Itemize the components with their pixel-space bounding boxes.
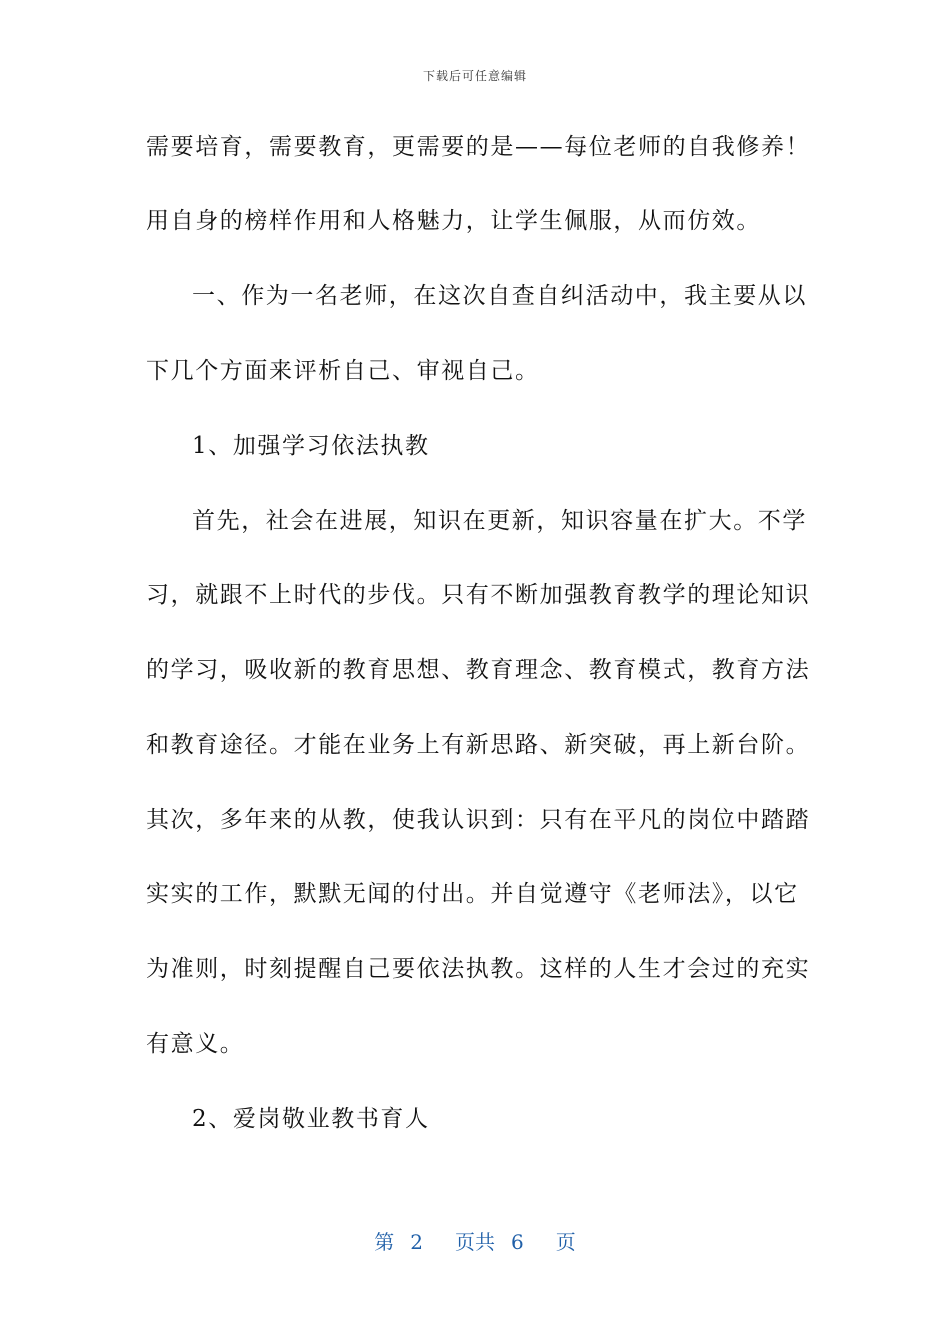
paragraph-line: 的学习，吸收新的教育思想、教育理念、教育模式，教育方法 bbox=[146, 657, 811, 683]
footer-middle: 页共 bbox=[455, 1230, 495, 1254]
paragraph-line: 用自身的榜样作用和人格魅力，让学生佩服，从而仿效。 bbox=[146, 208, 761, 234]
paragraph-line: 一、作为一名老师，在这次自查自纠活动中，我主要从以 bbox=[192, 283, 807, 309]
paragraph-line: 其次，多年来的从教，使我认识到：只有在平凡的岗位中踏踏 bbox=[146, 807, 811, 833]
section-heading: 1、加强学习依法执教 bbox=[192, 433, 430, 459]
page-footer bbox=[0, 1226, 950, 1255]
section-heading: 2、爱岗敬业教书育人 bbox=[192, 1106, 430, 1132]
paragraph-line: 需要培育，需要教育，更需要的是——每位老师的自我修养！ bbox=[146, 134, 811, 160]
paragraph-line: 下几个方面来评析自己、审视自己。 bbox=[146, 358, 540, 384]
footer-prefix: 第 bbox=[374, 1230, 395, 1254]
total-pages-number: 6 bbox=[511, 1230, 524, 1254]
paragraph-line: 习，就跟不上时代的步伐。只有不断加强教育教学的理论知识 bbox=[146, 582, 811, 608]
paragraph-line: 首先，社会在进展，知识在更新，知识容量在扩大。不学 bbox=[192, 508, 807, 534]
paragraph-line: 和教育途径。才能在业务上有新思路、新突破，再上新台阶。 bbox=[146, 732, 811, 758]
header-note: 下载后可任意编辑 bbox=[422, 69, 527, 83]
footer-suffix: 页 bbox=[555, 1230, 576, 1254]
paragraph-line: 为准则，时刻提醒自己要依法执教。这样的人生才会过的充实 bbox=[146, 956, 811, 982]
current-page-number: 2 bbox=[410, 1230, 423, 1254]
paragraph-line: 实实的工作，默默无闻的付出。并自觉遵守《老师法》，以它 bbox=[146, 881, 799, 907]
paragraph-line: 有意义。 bbox=[146, 1031, 245, 1057]
